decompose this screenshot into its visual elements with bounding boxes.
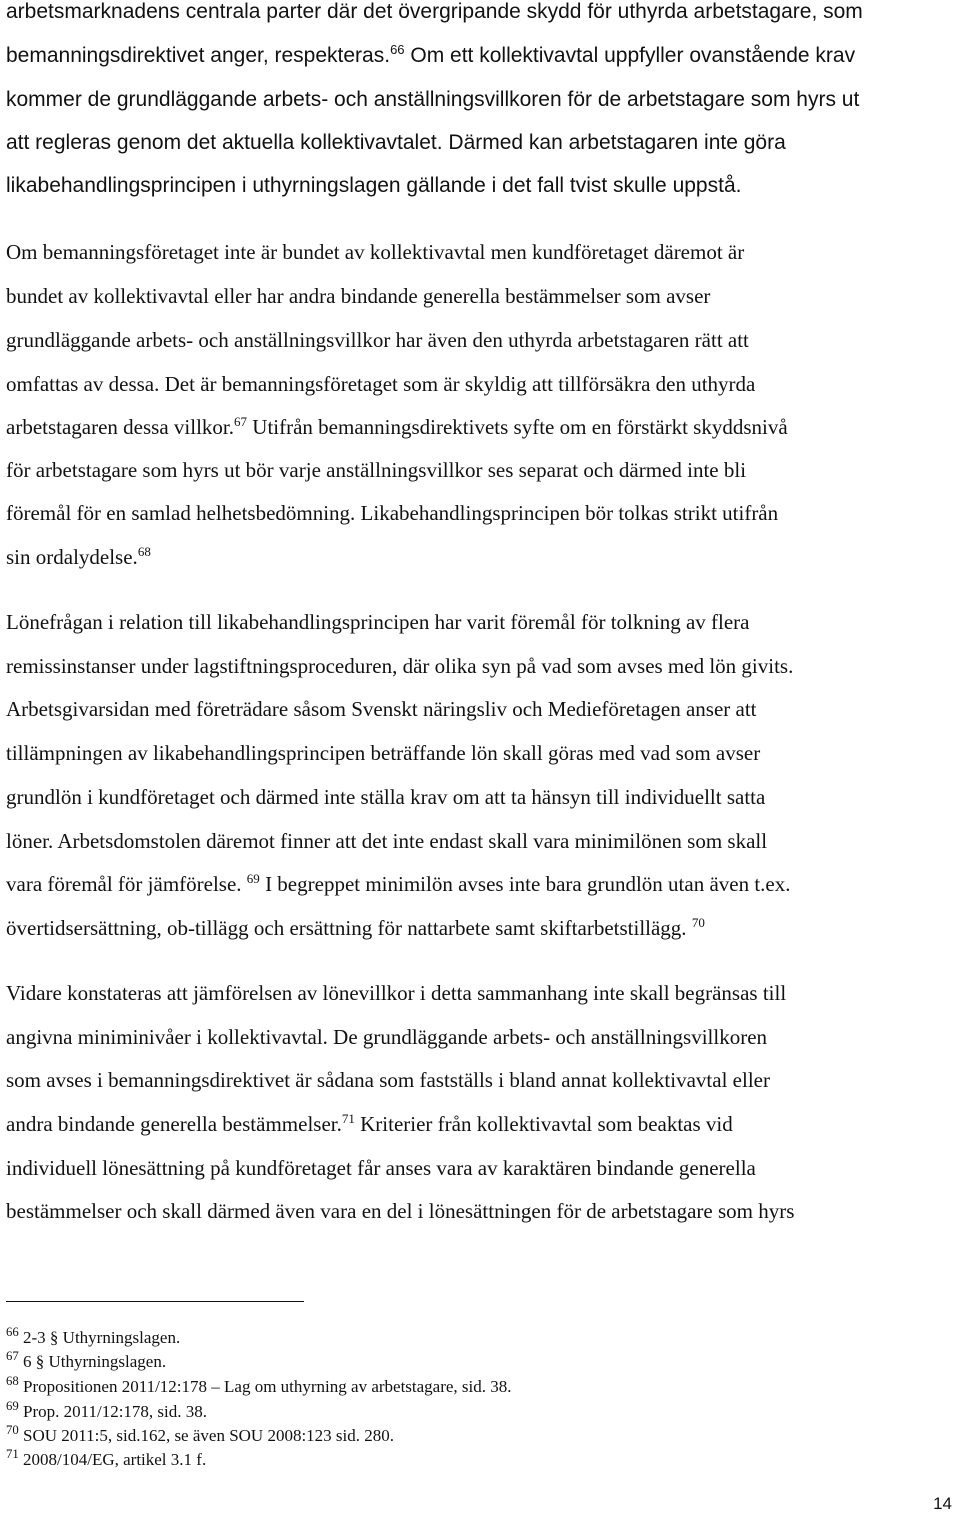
body-line: tillämpningen av likabehandlingsprincipen beträffande lön skall göras med vad som avser [6,741,761,765]
footnote [6,1349,167,1372]
body-line [6,872,791,896]
body-line: bestämmelser och skall därmed även vara en del i lönesättningen för de arbetstagare som hyrs [6,1199,795,1223]
body-line: bundet av kollektivavtal eller har andra bindande generella bestämmelser som avser [6,284,711,308]
footnote-text: SOU 2011:5, sid.162, se även SOU 2008:123 sid. 280. [23,1426,395,1445]
footnote [6,1423,395,1446]
body-line: grundläggande arbets- och anställningsvillkor har även den uthyrda arbetstagaren rätt att [6,328,749,352]
footnote-ref[interactable]: 68 [137,544,151,560]
footnote-separator [6,1301,304,1302]
footnote-ref[interactable]: 69 [246,871,260,887]
footnote-text: 2-3 § Uthyrningslagen. [23,1328,181,1347]
body-text: bemanningsdirektivet anger, respekteras. [6,44,391,67]
body-line: Lönefrågan i relation till likabehandlingsprincipen har varit föremål för tolkning av flera [6,610,750,634]
body-line: Vidare konstateras att jämförelsen av lönevillkor i detta sammanhang inte skall begränsas till [6,981,787,1005]
footnote [6,1325,181,1348]
body-line: arbetsmarknadens centrala parter där det övergripande skydd för uthyrda arbetstagare, som [6,0,863,23]
footnote-number: 68 [6,1374,19,1388]
footnote [6,1447,207,1470]
body-line [6,916,705,940]
footnote-ref[interactable]: 70 [691,915,705,931]
body-line: föremål för en samlad helhetsbedömning. Likabehandlingsprincipen bör tolkas strikt utifrån [6,501,779,525]
body-text: I begreppet minimilön avses inte bara grundlön utan även t.ex. [259,872,791,896]
footnote-number: 67 [6,1349,19,1363]
footnote-text: 6 § Uthyrningslagen. [23,1352,167,1371]
page-number: 14 [933,1494,952,1513]
footnote-number: 70 [6,1423,19,1437]
footnote-number: 71 [6,1447,19,1461]
footnote-ref[interactable]: 66 [390,42,405,58]
footnote-ref[interactable]: 67 [234,414,248,430]
footnote-text: 2008/104/EG, artikel 3.1 f. [23,1450,207,1469]
body-line: individuell lönesättning på kundföretaget får anses vara av karaktären bindande generella [6,1156,756,1180]
body-line [6,1112,733,1136]
body-line: likabehandlingsprincipen i uthyrningslagen gällande i det fall tvist skulle uppstå. [6,174,742,197]
body-line: löner. Arbetsdomstolen däremot finner att det inte endast skall vara minimilönen som skall [6,829,768,853]
body-text: Kriterier från kollektivavtal som beaktas vid [354,1112,733,1136]
body-text: andra bindande generella bestämmelser. [6,1112,342,1136]
body-line: grundlön i kundföretaget och därmed inte ställa krav om att ta hänsyn till individuellt satta [6,785,766,809]
footnote-text: Prop. 2011/12:178, sid. 38. [23,1402,208,1421]
footnote [6,1374,512,1397]
body-line: angivna miniminivåer i kollektivavtal. De grundläggande arbets- och anställningsvillkoren [6,1025,768,1049]
body-text: sin ordalydelse. [6,545,138,569]
footnote [6,1399,208,1422]
body-text: övertidsersättning, ob-tillägg och ersättning för nattarbete samt skiftarbetstillägg. [6,916,692,940]
body-text: Om ett kollektivavtal uppfyller ovanstående krav [404,44,856,67]
footnote-number: 66 [6,1325,19,1339]
body-line: för arbetstagare som hyrs ut bör varje anställningsvillkor ses separat och därmed inte bli [6,458,747,482]
footnote-text: Propositionen 2011/12:178 – Lag om uthyrning av arbetstagare, sid. 38. [23,1377,512,1396]
body-line: remissinstanser under lagstiftningsproceduren, där olika syn på vad som avses med lön givits. [6,654,794,678]
body-line [6,415,788,439]
body-line [6,44,855,68]
body-line: Arbetsgivarsidan med företrädare såsom Svenskt näringsliv och Medieföretagen anser att [6,697,757,721]
body-line: som avses i bemanningsdirektivet är sådana som fastställs i bland annat kollektivavtal eller [6,1068,770,1092]
footnote-number: 69 [6,1399,19,1413]
body-text: arbetstagaren dessa villkor. [6,415,235,439]
body-text: vara föremål för jämförelse. [6,872,247,896]
body-text: Utifrån bemanningsdirektivets syfte om en förstärkt skyddsnivå [247,415,788,439]
body-line [6,545,151,569]
body-line: Om bemanningsföretaget inte är bundet av kollektivavtal men kundföretaget däremot är [6,240,745,264]
body-line: kommer de grundläggande arbets- och anställningsvillkoren för de arbetstagare som hyrs ut [6,88,860,111]
body-line: att regleras genom det aktuella kollektivavtalet. Därmed kan arbetstagaren inte göra [6,131,786,154]
body-line: omfattas av dessa. Det är bemanningsföretaget som är skyldig att tillförsäkra den uthyrda [6,372,756,396]
footnote-ref[interactable]: 71 [341,1111,355,1127]
